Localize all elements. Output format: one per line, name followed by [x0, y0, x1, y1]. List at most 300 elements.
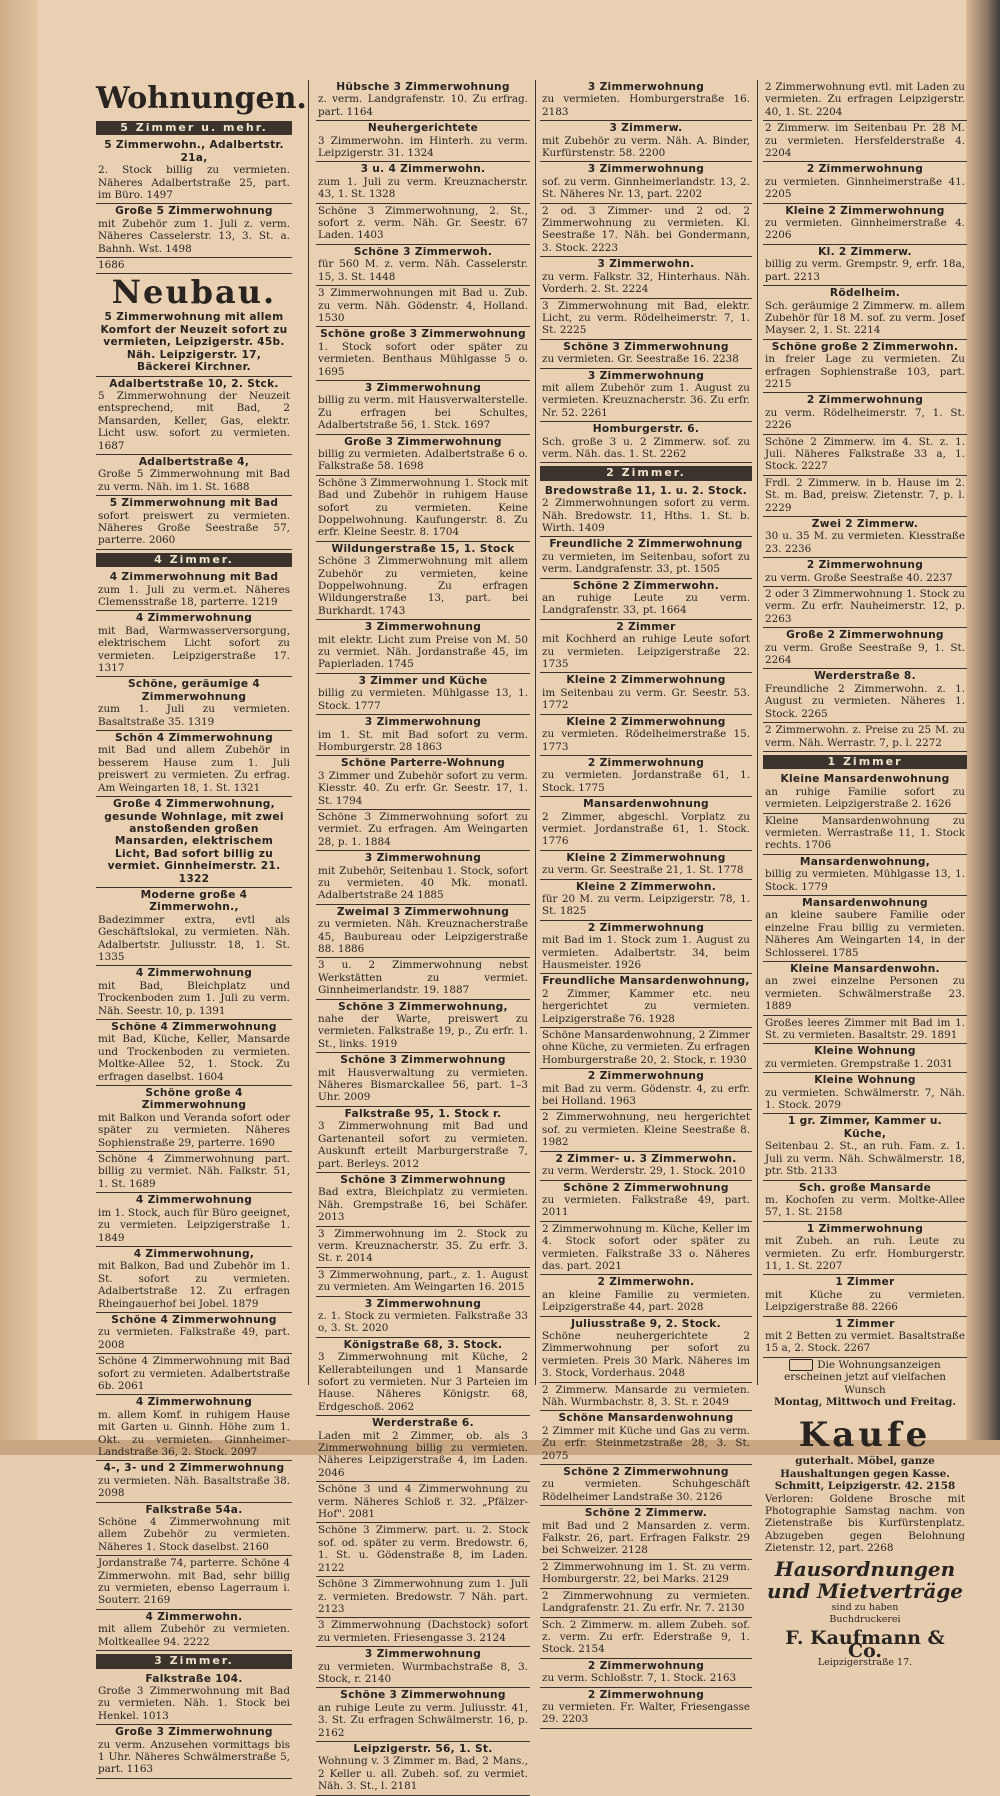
ad-text: Jordanstraße 74, parterre. Schöne 4 Zimmerwohn. mit Bad, sehr billig zu vermieten, ebenso Lagerraum i. Souterr. 2169	[98, 1557, 290, 1607]
classified-ad	[763, 286, 967, 340]
ad-text: 2 oder 3 Zimmerwohnung 1. Stock zu verm. Zu erfr. Nauheimerstr. 12, p. 2263	[765, 588, 965, 625]
classified-ad	[763, 723, 967, 752]
ad-heading: 1 gr. Zimmer, Kammer u. Küche,	[787, 1115, 943, 1140]
ad-heading: Schöne 3 Zimmerwohnung	[340, 1689, 506, 1702]
ad-heading: Mansardenwohnung,	[799, 855, 931, 868]
classified-ad	[540, 162, 752, 203]
classified-ad	[316, 1297, 530, 1338]
classified-ad	[96, 496, 292, 550]
ad-heading: Kleine 2 Zimmerwohn.	[575, 880, 717, 893]
ad-heading: Leipzigerstr. 56, 1. St.	[353, 1742, 493, 1755]
classified-ad	[763, 435, 967, 476]
classified-ad	[763, 1222, 967, 1276]
ad-heading: Kleine 2 Zimmerwohnung	[566, 851, 726, 864]
ad-heading: Große 3 Zimmerwohnung	[115, 1726, 273, 1739]
ad-heading: Schöne 2 Zimmerwohn.	[572, 579, 720, 592]
classified-ad	[763, 476, 967, 517]
classified-ad	[540, 673, 752, 714]
classified-ad	[540, 1152, 752, 1181]
classified-ad	[763, 1181, 967, 1222]
classified-ad	[316, 121, 530, 162]
ad-heading: Kleine Wohnung	[814, 1045, 916, 1058]
ad-text: Schöne 3 Zimmerwohnung, 2. St., sofort z. verm. Näh. Gr. Seestr. 67 Laden. 1403	[318, 204, 528, 242]
ad-heading: Große 5 Zimmerwohnung	[115, 205, 273, 218]
classified-ad	[96, 258, 292, 274]
ad-heading: 2 Zimmerwohnung	[806, 394, 924, 407]
ad-heading: 3 Zimmer und Küche	[358, 674, 488, 687]
classified-ad	[316, 958, 530, 999]
ad-text: 3 Zimmerwohn. im Hinterh. zu verm. Leipzigerstr. 31. 1324	[318, 134, 528, 160]
classified-ad	[540, 1618, 752, 1659]
ad-heading: 2 Zimmer- u. 3 Zimmerwohn.	[555, 1152, 737, 1165]
ad-text: zum 1. Juli zu verm.et. Näheres Clemensstraße 18, parterre. 1219	[98, 583, 290, 608]
ad-text: mit Zubehör zum 1. Juli z. verm. Näheres Casselerstr. 13, 3. St. a. Bahnh. Wst. 1498	[98, 217, 290, 255]
kaufe-ad	[763, 1410, 967, 1556]
column-4	[763, 80, 967, 1669]
classified-ad	[316, 1482, 530, 1523]
ad-heading: Schön 4 Zimmerwohnung	[115, 732, 273, 745]
ad-text: mit Zubehör zu verm. Näh. A. Binder, Kurfürstenstr. 58. 2200	[542, 134, 750, 160]
ad-text: Großes leeres Zimmer mit Bad im 1. St. zu vermieten. Basaltstr. 29. 1891	[765, 1016, 965, 1042]
classified-ad	[96, 677, 292, 731]
ad-text: 2 Zimmerwohnungen sofort zu verm. Näh. Bredowstr. 11, Hths. 1. St. b. Wirth. 1409	[542, 497, 750, 534]
ad-heading: 2 Zimmerwohnung	[587, 921, 705, 934]
ad-heading: Adalbertstraße 10, 2. Stck.	[109, 377, 279, 390]
ad-heading: Zwei 2 Zimmerw.	[811, 518, 919, 530]
ad-text: 2 Zimmerwohn. z. Preise zu 25 M. zu verm. Näh. Werrastr. 7, p. l. 2272	[765, 724, 965, 749]
ad-heading: Homburgerstr. 6.	[592, 423, 700, 436]
kaufe-title: Kaufe	[798, 1415, 932, 1456]
classified-ad	[316, 905, 530, 959]
ad-heading: 2 Zimmerwohn.	[597, 1276, 695, 1289]
classified-ad	[540, 257, 752, 298]
ad-text: mit allem Zubehör zu vermieten. Moltkeallee 94. 2222	[98, 1623, 290, 1648]
ad-text: an zwei einzelne Personen zu vermieten. Schwälmerstraße 23. 1889	[765, 975, 965, 1013]
ad-text: 3 Zimmerwohnung mit Bad, elektr. Licht, zu verm. Rödelheimerstr. 7, 1. St. 2225	[542, 299, 750, 337]
ad-heading: 4 Zimmerwohnung mit Bad	[109, 571, 279, 584]
ad-heading: 4 Zimmerwohnung	[135, 1396, 253, 1409]
ad-heading: Schöne 3 Zimmerwohnung,	[338, 1000, 508, 1013]
hausordnung-sub1: sind zu haben	[831, 1601, 899, 1613]
ad-heading: 4 Zimmerwohnung	[135, 612, 253, 625]
ad-heading: Falkstraße 54a.	[145, 1503, 243, 1516]
ad-text: Schöne neuhergerichtete 2 Zimmerwohnung per sofort zu vermieten. Preis 30 Mark. Näheres im 3. Stock, Vorderhaus. 2048	[542, 1329, 750, 1380]
ad-heading: 3 Zimmerwohnung	[587, 369, 705, 382]
ad-heading: 3 Zimmerwohnung	[587, 81, 705, 93]
ad-heading: 2 Zimmerwohnung	[806, 559, 924, 572]
hausordnung-title: Hausordnungen und Mietverträge	[766, 1556, 964, 1603]
classified-ad	[96, 1193, 292, 1247]
ad-text: im 1. St. mit Bad sofort zu verm. Homburgerstr. 28 1863	[318, 728, 528, 753]
ad-text: zu verm. Große Seestraße 9, 1. St. 2264	[765, 641, 965, 667]
ad-text: zu vermieten. Falkstraße 49, part. 2011	[542, 1193, 750, 1219]
ad-heading: Große 2 Zimmerwohnung	[786, 629, 944, 642]
classified-ad	[763, 1073, 967, 1114]
ad-text: Kleine Mansardenwohnung zu vermieten. Werrastraße 11, 1. Stock rechts. 1706	[765, 814, 965, 852]
classified-ad	[763, 1016, 967, 1045]
ad-heading: Schöne große 4 Zimmerwohnung	[141, 1087, 247, 1112]
classified-ad	[316, 286, 530, 327]
section-2-zimmer: 2 Zimmer.	[540, 466, 752, 480]
ad-text: mit Bad und 2 Mansarden z. verm. Falkstr. 26, part. Erfragen Falkstr. 29 bei Schweizer. 2128	[542, 1519, 750, 1557]
ad-heading: Kleine 2 Zimmerwohnung	[785, 204, 945, 217]
classified-ad	[540, 797, 752, 851]
ad-heading: 3 Zimmerwohnung	[364, 1297, 482, 1310]
classified-ad	[96, 1354, 292, 1395]
ad-heading: Zweimal 3 Zimmerwohnung	[336, 905, 510, 918]
ad-text: billig zu vermieten. Adalbertstraße 6 o. Falkstraße 58. 1698	[318, 447, 528, 473]
ad-text: Schöne 4 Zimmerwohnung part. billig zu vermiet. Näh. Falkstr. 51, 1. St. 1689	[98, 1153, 290, 1190]
classified-ad	[96, 731, 292, 797]
kaufmann-address: Leipzigerstraße 17.	[817, 1657, 913, 1669]
ad-heading: 2 Zimmerwohnung	[587, 1688, 705, 1701]
pointing-hand-icon	[789, 1359, 813, 1371]
classified-ad	[763, 245, 967, 286]
ad-heading: Neuhergerichtete	[367, 122, 479, 135]
classified-ad	[316, 810, 530, 851]
classified-ad	[316, 1268, 530, 1297]
ad-text: billig zu vermieten. Mühlgasse 13, 1. Stock. 1777	[318, 687, 528, 712]
masthead: Wohnungen.	[96, 81, 307, 116]
classified-ad	[96, 888, 292, 966]
ad-text: an ruhige Leute zu verm. Landgrafenstr. 33, pt. 1664	[542, 592, 750, 617]
ad-text: mit Bad, Warmwasserversorgung, elektrischem Licht sofort zu vermieten. Leipzigerstraße 17. 1317	[98, 624, 290, 675]
classified-ad	[540, 1465, 752, 1506]
ad-text: zu vermieten. Ginnheimerstraße 4. 2206	[765, 217, 965, 242]
classified-ad	[316, 80, 530, 121]
ad-text: in freier Lage zu vermieten. Zu erfragen Sophienstraße 103, part. 2215	[765, 353, 965, 390]
ad-text: zu vermieten. Näh. Kreuznacherstraße 45, Baubureau oder Leipzigerstraße 88. 1886	[318, 918, 528, 955]
ad-heading: 5 Zimmerwohnung mit allem Komfort der Neuzeit sofort zu vermieten, Leipzigerstr. 45b. Näh. Leipzigerstr. 17, Bäckerei Kirchner.	[100, 311, 288, 374]
ad-text: Freundliche 2 Zimmerwohn. z. 1. August zu vermieten. Näheres 1. Stock. 2265	[765, 682, 965, 720]
ad-text: im 1. Stock, auch für Büro geeignet, zu vermieten. Leipzigerstraße 1. 1849	[98, 1206, 290, 1244]
ad-text: Schöne 3 Zimmerwohnung sofort zu vermiet. Zu erfragen. Am Weingarten 28, p. 1. 1884	[318, 810, 528, 848]
classified-ad	[763, 80, 967, 121]
classified-ad	[763, 162, 967, 203]
ad-text: mit Küche zu vermieten. Leipzigerstraße 88. 2266	[765, 1288, 965, 1314]
notice-line-2: erscheinen jetzt auf vielfachen Wunsch	[784, 1371, 946, 1396]
classified-ad	[763, 855, 967, 896]
ad-heading: Schöne Mansardenwohnung	[558, 1412, 734, 1425]
classified-ad	[316, 1227, 530, 1268]
classified-ad	[540, 369, 752, 423]
classified-ad	[316, 1523, 530, 1577]
classified-ad	[96, 1503, 292, 1557]
classified-ad	[540, 1069, 752, 1110]
ad-heading: Sch. große Mansarde	[798, 1181, 932, 1194]
section-1-zimmer: 1 Zimmer	[763, 755, 967, 769]
ad-text: sofort preiswert zu vermieten. Näheres Große Seestraße 57, parterre. 2060	[98, 509, 290, 547]
classified-ad	[96, 1461, 292, 1502]
classified-ad	[540, 921, 752, 975]
ad-text: für 20 M. zu verm. Leipzigerstr. 78, 1. St. 1825	[542, 892, 750, 918]
ad-text: Seitenbau 2. St., an ruh. Fam. z. 1. Juli zu verm. Näh. Schwälmerstr. 18, ptr. Stb. 2133	[765, 1140, 965, 1178]
classified-ad	[763, 340, 967, 394]
ad-heading: Königstraße 68, 3. Stock.	[343, 1338, 503, 1351]
classified-ad	[763, 517, 967, 558]
ad-heading: Hübsche 3 Zimmerwohnung	[336, 81, 510, 93]
page-spine	[0, 0, 38, 1455]
ad-heading: Wildungerstraße 15, 1. Stock	[331, 542, 515, 555]
classified-ad	[316, 1107, 530, 1173]
classified-ad	[96, 1086, 292, 1152]
section-5-zimmer: 5 Zimmer u. mehr.	[96, 121, 292, 135]
classified-ad	[96, 1556, 292, 1610]
ad-text: Schöne 3 und 4 Zimmerwohnung zu verm. Näheres Schloß r. 32. „Pfälzer-Hof". 2081	[318, 1483, 528, 1521]
ad-heading: Kleine 2 Zimmerwohnung	[566, 715, 726, 728]
classified-ad	[96, 138, 292, 204]
ad-text: mit Balkon und Veranda sofort oder später zu vermieten. Näheres Sophienstraße 29, parterre. 1690	[98, 1111, 290, 1149]
classified-ad	[316, 204, 530, 245]
ad-heading: 5 Zimmerwohn., Adalbertstr. 21a,	[104, 139, 284, 164]
classified-ad	[540, 620, 752, 674]
ad-heading: Falkstraße 95, 1. Stock r.	[344, 1107, 502, 1120]
classified-ad	[763, 558, 967, 587]
classified-ad	[96, 1247, 292, 1313]
ad-text: zu vermieten. Homburgerstraße 16. 2183	[542, 93, 750, 118]
classified-ad	[316, 162, 530, 203]
classified-ad	[316, 245, 530, 286]
section-3-zimmer: 3 Zimmer.	[96, 1654, 292, 1668]
classified-ad	[540, 299, 752, 340]
classified-ad	[316, 1053, 530, 1107]
classified-ad	[763, 204, 967, 245]
ad-text: zu vermieten. Schwälmerstr. 7, Näh. 1. Stock. 2079	[765, 1086, 965, 1112]
column-rule	[308, 80, 309, 1385]
ad-heading: 2 Zimmerwohnung	[587, 756, 705, 769]
ad-heading: 1 Zimmerwohnung	[806, 1222, 924, 1235]
classified-ad	[316, 1173, 530, 1227]
ad-heading: 4-, 3- und 2 Zimmerwohnung	[103, 1462, 285, 1475]
ad-text: zu verm. Große Seestraße 40. 2237	[765, 571, 953, 584]
ad-heading: Schöne 3 Zimmerwohnung	[340, 1054, 506, 1067]
ad-text: mit allem Zubehör zum 1. August zu vermieten. Kreuznacherstr. 36. Zu erfr. Nr. 52. 2261	[542, 381, 750, 419]
notice-line-3: Montag, Mittwoch und Freitag.	[773, 1396, 957, 1408]
classified-ad	[96, 1610, 292, 1651]
ad-text: 3 u. 2 Zimmerwohnung nebst Werkstätten zu vermiet. Ginnheimerlandstr. 19. 1887	[318, 959, 528, 997]
kaufe-text: guterhalt. Möbel, ganze Haushaltungen gegen Kasse. Schmitt, Leipzigerstr. 42. 2158	[774, 1455, 956, 1493]
ad-heading: 5 Zimmerwohnung mit Bad	[109, 497, 279, 510]
ad-text: 5 Zimmerwohnung der Neuzeit entsprechend, mit Bad, 2 Mansarden, Keller, Gas, elektr. Licht usw. sofort zu vermieten. 1687	[98, 389, 290, 452]
ad-text: z. 1. Stock zu vermieten. Falkstraße 33 o, 3. St. 2020	[318, 1309, 528, 1335]
ad-text: 2 Zimmerwohnung evtl. mit Laden zu vermieten. Zu erfragen Leipzigerstr. 40, 1. St. 2204	[765, 81, 965, 118]
ad-text: mit Bad und allem Zubehör in besserem Hause zum 1. Juli preiswert zu vermieten. Zu erfrag. Am Weingarten 18, 1. St. 1321	[98, 744, 290, 794]
ad-text: Schöne 3 Zimmerwohnung 1. Stock mit Bad und Zubehör in ruhigem Hause sofort zu vermieten. Keine Doppelwohnung. Kaufungerstr. 8. Zu erfr. Kleine Seestr. 8. 1704	[318, 476, 528, 539]
ad-text: Laden mit 2 Zimmer, ob. als 3 Zimmerwohnung billig zu vermieten. Näheres Leipzigerstraße 4, im Laden. 2046	[318, 1429, 528, 1479]
ad-text: Große 3 Zimmerwohnung mit Bad zu vermieten. Näh. 1. Stock bei Henkel. 1013	[98, 1684, 290, 1722]
ad-heading: 3 Zimmerwohnung	[364, 852, 482, 865]
ad-text: im Seitenbau zu verm. Gr. Seestr. 53. 1772	[542, 686, 750, 712]
ad-text: zu verm. Rödelheimerstr. 7, 1. St. 2226	[765, 406, 965, 432]
ad-text: an kleine saubere Familie oder einzelne Frau billig zu vermieten. Näheres Am Weingarten 14, in der Schlosserei. 1785	[765, 909, 965, 959]
classified-ad	[316, 851, 530, 905]
ad-text: Wohnung v. 3 Zimmer m. Bad, 2 Mans., 2 Keller u. all. Zubeh. sof. zu vermiet. Näh. 3. St., l. 2181	[318, 1755, 528, 1793]
ad-text: Schöne 2 Zimmerw. im 4. St. z. 1. Juli. Näheres Falkstraße 33 a, 1. Stock. 2227	[765, 435, 965, 473]
ad-text: 2 Zimmerwohnung, neu hergerichtet sof. zu vermieten. Kleine Seestraße 8. 1982	[542, 1111, 750, 1149]
classified-ad	[540, 340, 752, 369]
page-right-edge	[966, 0, 1000, 1455]
ad-text: zu vermieten. Gr. Seestraße 16. 2238	[542, 353, 739, 366]
ad-text: 2 Zimmerwohnung im 1. St. zu verm. Homburgerstr. 22, bei Marks. 2129	[542, 1560, 750, 1586]
ad-text: 2 Zimmer, Kammer etc. neu hergerichtet zu vermieten. Leipzigerstraße 76. 1928	[542, 987, 750, 1025]
hausordnung-ad	[763, 1557, 967, 1672]
ad-text: nahe der Warte, preiswert zu vermieten. Falkstraße 19, p., Zu erfr. 1. St., links. 1919	[318, 1013, 528, 1050]
classified-ad	[316, 1647, 530, 1688]
ad-text: 2 Zimmer, abgeschl. Vorplatz zu vermiet. Jordanstraße 61, 1. Stock. 1776	[542, 810, 750, 848]
ad-text: zu vermieten. Grempstraße 1. 2031	[765, 1057, 954, 1070]
ad-heading: 3 Zimmerwohn.	[597, 258, 695, 271]
classified-ad	[540, 537, 752, 578]
ad-text: billig zu verm. Grempstr. 9, erfr. 18a, part. 2213	[765, 258, 965, 283]
ad-text: 3 Zimmer und Zubehör sofort zu verm. Kiesstr. 40. Zu erfr. Gr. Seestr. 17, 1. St. 1794	[318, 769, 528, 807]
ad-heading: Rödelheim.	[829, 287, 901, 300]
ad-heading: 3 Zimmerwohnung	[364, 716, 482, 729]
classified-ad	[540, 1659, 752, 1688]
ad-heading: Freundliche 2 Zimmerwohnung	[549, 538, 743, 551]
ad-text: mit Bad zu verm. Gödenstr. 4, zu erfr. bei Holland. 1963	[542, 1082, 750, 1108]
ad-text: zu vermieten. Ginnheimerstraße 41. 2205	[765, 175, 965, 201]
ad-heading: Schöne 3 Zimmerwoh.	[353, 245, 493, 258]
ad-text: zum 1. Juli zu vermieten. Basaltstraße 35. 1319	[98, 703, 290, 728]
ad-heading: Schöne 4 Zimmerwohnung	[111, 1021, 277, 1033]
ad-heading: Schöne 4 Zimmerwohnung	[111, 1313, 277, 1326]
ad-heading: Mansardenwohnung	[802, 896, 928, 909]
ad-heading: Adalbertstraße 4,	[138, 455, 250, 468]
ad-text: Schöne Mansardenwohnung, 2 Zimmer ohne Küche, zu vermieten. Zu erfragen Homburgerstraße 20, 2. Stock, r. 1930	[542, 1029, 750, 1066]
ad-text: billig zu verm. mit Hausverwalterstelle. Zu erfragen bei Schultes, Adalbertstraße 56, 1. Stck. 1697	[318, 394, 528, 432]
ad-heading: Falkstraße 104.	[145, 1672, 243, 1685]
classified-ad	[540, 1181, 752, 1222]
ad-text: Sch. geräumige 2 Zimmerw. m. allem Zubehör für 18 M. sof. zu verm. Josef Mayser. 2, 1. St. 2214	[765, 299, 965, 337]
ad-heading: Schöne 2 Zimmerwohnung	[563, 1181, 729, 1194]
classified-ad	[540, 1110, 752, 1151]
ad-text: zu vermieten. Schuhgeschäft Rödelheimer Landstraße 30. 2126	[542, 1478, 750, 1503]
classified-ad	[540, 756, 752, 797]
ad-heading: Schöne 2 Zimmerw.	[584, 1507, 708, 1520]
column-rule	[757, 80, 758, 1385]
classified-ad	[540, 484, 752, 538]
ad-heading: 3 u. 4 Zimmerwohn.	[360, 163, 486, 176]
classified-ad	[540, 579, 752, 620]
classified-ad	[540, 1411, 752, 1465]
ad-text: an ruhige Familie sofort zu vermieten. Leipzigerstraße 2. 1626	[765, 785, 965, 811]
ad-text: z. verm. Landgrafenstr. 10. Zu erfrag. part. 1164	[318, 93, 528, 118]
ad-text: 1686	[98, 259, 125, 272]
classified-ad	[316, 1338, 530, 1416]
ad-heading: Kleine Wohnung	[814, 1074, 916, 1087]
ad-text: mit Bad, Bleichplatz und Trockenboden zum 1. Juli zu verm. Näh. Seestr. 10, p. 1391	[98, 979, 290, 1017]
ad-heading: Schöne 3 Zimmerwohnung	[563, 340, 729, 353]
ad-text: mit elektr. Licht zum Preise von M. 50 zu vermiet. Näh. Jordanstraße 45, im Papierladen. 1745	[318, 633, 528, 671]
classified-ad	[96, 1725, 292, 1779]
ad-text: zu vermieten. Rödelheimerstraße 15. 1773	[542, 728, 750, 753]
ad-heading: Freundliche Mansardenwohnung,	[542, 975, 750, 988]
ad-text: mit Balkon, Bad und Zubehör im 1. St. sofort zu vermieten. Adalbertstraße 12. Zu erfragen Rheingauerhof bei Jobel. 1879	[98, 1260, 290, 1310]
ad-text: zu verm. Schloßstr. 7, 1. Stock. 2163	[542, 1672, 737, 1685]
ad-text: mit 2 Betten zu vermiet. Basaltstraße 15 a, 2. Stock. 2267	[765, 1329, 965, 1355]
classified-ad	[540, 1317, 752, 1383]
classified-ad	[96, 1672, 292, 1726]
ad-text: billig zu vermieten. Mühlgasse 13, 1. Stock. 1779	[765, 868, 965, 893]
ad-text: an ruhige Leute zu verm. Juliusstr. 41, 3. St. Zu erfragen Schwälmerstr. 16, p. 2162	[318, 1701, 528, 1739]
neubau-heading: Neubau.	[111, 273, 277, 312]
classified-ad	[540, 422, 752, 463]
ad-text: m. Kochofen zu verm. Moltke-Allee 57, 1. St. 2158	[765, 1193, 965, 1219]
ad-heading: 2 Zimmerwohnung	[587, 1070, 705, 1083]
ad-heading: 2 Zimmerwohnung	[806, 163, 924, 176]
ad-heading: Bredowstraße 11, 1. u. 2. Stock.	[544, 484, 748, 497]
classified-ad	[96, 966, 292, 1020]
ad-text: zu verm. Gr. Seestraße 21, 1. St. 1778	[542, 864, 744, 877]
ad-text: 2. Stock billig zu vermieten. Näheres Adalbertstraße 25, part. im Büro. 1497	[98, 164, 290, 202]
classified-ad	[763, 1044, 967, 1073]
classified-ad	[540, 1688, 752, 1729]
ad-heading: 4 Zimmerwohn.	[145, 1610, 243, 1623]
ad-text: 2 Zimmerwohnung zu vermieten. Landgrafenstr. 21. Zu erfr. Nr. 7. 2130	[542, 1589, 750, 1615]
ad-heading: 2 Zimmerwohnung	[587, 1659, 705, 1672]
classified-ad	[316, 1416, 530, 1482]
ad-text: Sch. 2 Zimmerw. m. allem Zubeh. sof. z. verm. Zu erfr. Ederstraße 9, 1. Stock. 2154	[542, 1618, 750, 1656]
ad-text: zu vermieten, im Seitenbau, sofort zu verm. Landgrafenstr. 33, pt. 1505	[542, 550, 750, 576]
classified-ad	[316, 1742, 530, 1796]
ad-heading: Werderstraße 6.	[372, 1417, 474, 1430]
ad-heading: Kl. 2 Zimmerw.	[818, 245, 912, 258]
classified-ad	[316, 1577, 530, 1618]
column-3	[540, 80, 752, 1729]
classified-ad	[763, 1275, 967, 1316]
ad-text: Schöne 4 Zimmerwohnung mit allem Zubehör zu vermieten. Näheres 1. Stock daselbst. 2160	[98, 1516, 290, 1553]
ad-heading: 4 Zimmerwohnung	[135, 967, 253, 980]
ad-text: zu verm. Falkstr. 32, Hinterhaus. Näh. Vorderh. 2. St. 2224	[542, 270, 750, 296]
ad-text: zu verm. Werderstr. 29, 1. Stock. 2010	[542, 1165, 746, 1178]
classified-ad	[96, 570, 292, 611]
ad-text: mit Kochherd an ruhige Leute sofort zu vermieten. Leipzigerstraße 22. 1735	[542, 633, 750, 671]
classified-ad	[540, 1560, 752, 1589]
ad-text: 1. Stock sofort oder später zu vermieten. Benthaus Mühlgasse 5 o. 1695	[318, 340, 528, 378]
notice-line-1: Die Wohnungsanzeigen	[817, 1358, 941, 1371]
classified-ad	[763, 121, 967, 162]
ad-heading: Schöne, geräumige 4 Zimmerwohnung	[127, 678, 261, 703]
classified-ad	[96, 1313, 292, 1354]
ad-text: Sch. große 3 u. 2 Zimmerw. sof. zu verm. Näh. das. 1. St. 2262	[542, 435, 750, 460]
classified-ad	[763, 772, 967, 813]
ad-heading: 1 Zimmer	[835, 1317, 895, 1330]
ad-text: mit Bad im 1. Stock zum 1. August zu vermieten. Adalbertstr. 34, beim Hausmeister. 1926	[542, 934, 750, 971]
ad-heading: 3 Zimmerwohnung	[364, 381, 482, 394]
classified-ad	[763, 814, 967, 855]
classified-ad	[540, 851, 752, 880]
classified-ad	[316, 1618, 530, 1647]
ad-text: 3 Zimmerwohnungen mit Bad u. Zub. zu verm. Näh. Gödenstr. 4, Holland. 1530	[318, 287, 528, 324]
classified-ad	[316, 674, 530, 715]
classified-ad	[763, 1317, 967, 1358]
hausordnung-sub2: Buchdruckerei	[829, 1614, 901, 1626]
ad-heading: 3 Zimmerw.	[609, 122, 683, 135]
ad-text: mit Bad, Küche, Keller, Mansarde und Trockenboden zu vermieten. Moltke-Allee 52, 1. Stock. Zu erfragen daselbst. 1604	[98, 1033, 290, 1083]
ad-heading: Große 3 Zimmerwohnung	[344, 435, 502, 448]
ad-text: 3 Zimmerwohnung, part., z. 1. August zu vermieten. Am Weingarten 16. 2015	[318, 1268, 528, 1294]
ad-heading: 4 Zimmerwohnung,	[133, 1247, 255, 1260]
ad-heading: 3 Zimmerwohnung	[587, 163, 705, 176]
classified-ad	[763, 587, 967, 628]
classified-ad	[540, 974, 752, 1028]
classified-ad	[763, 896, 967, 962]
classified-ad	[96, 455, 292, 496]
ad-heading: Moderne große 4 Zimmerwohn.,	[140, 888, 248, 914]
ad-text: Frdl. 2 Zimmerw. in b. Hause im 2. St. m. Bad, preisw. Zietenstr. 7, p. l. 2229	[765, 476, 965, 514]
ad-heading: Werderstraße 8.	[814, 670, 916, 683]
ad-heading: Kleine 2 Zimmerwohnung	[566, 674, 726, 687]
